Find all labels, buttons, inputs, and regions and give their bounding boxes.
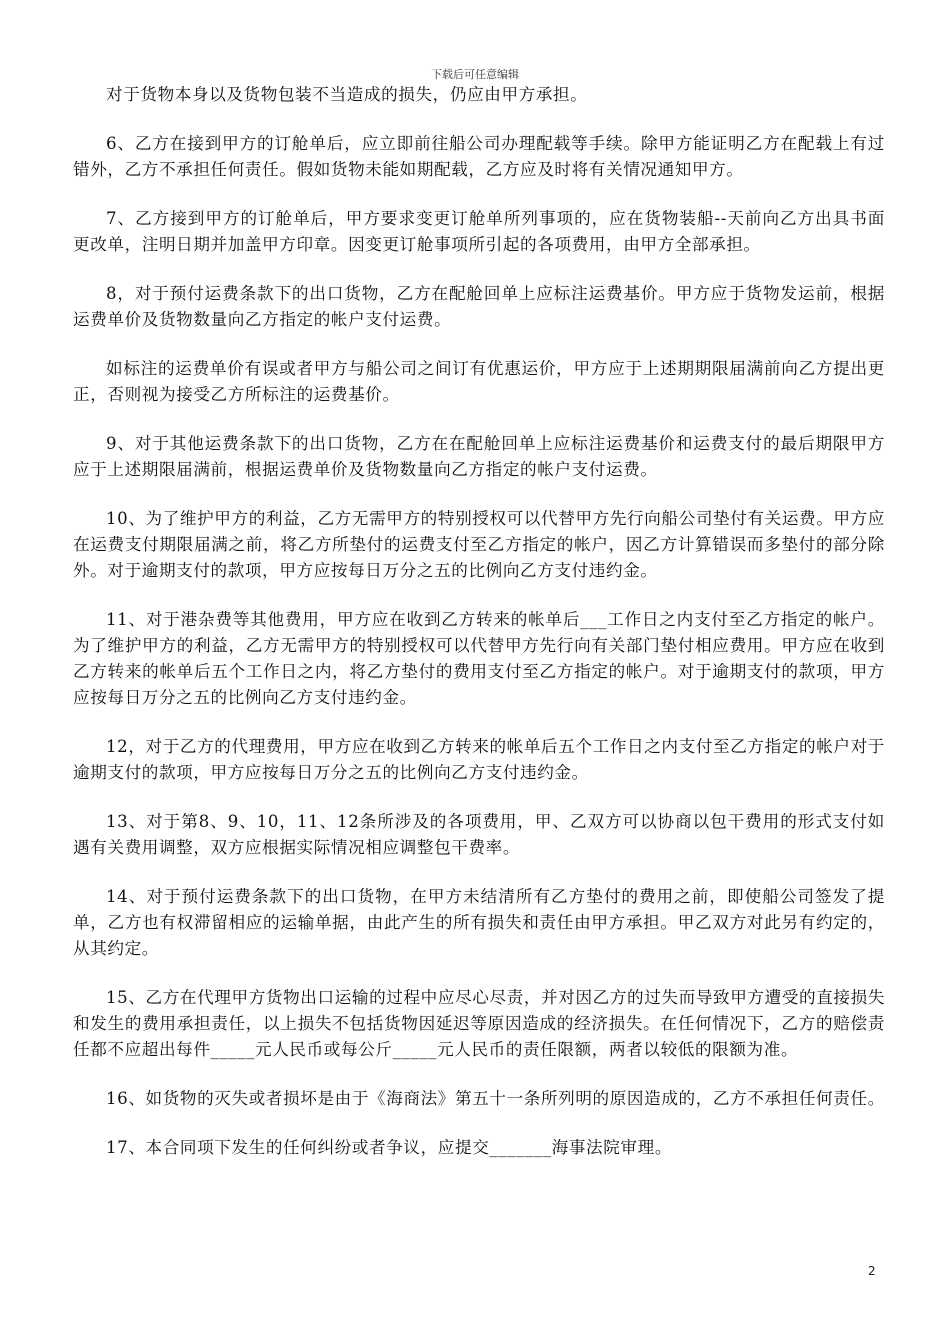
clause-12: 12，对于乙方的代理费用，甲方应在收到乙方转来的帐单后五个工作日之内支付至乙方指定的帐户对于逾期支付的款项，甲方应按每日万分之五的比例向乙方支付违约金。 — [73, 737, 885, 782]
clause-17: 17、本合同项下发生的任何纠纷或者争议，应提交_______海事法院审理。 — [106, 1138, 673, 1157]
clause-8: 8，对于预付运费条款下的出口货物，乙方在配舱回单上应标注运费基价。甲方应于货物发运前，根据运费单价及货物数量向乙方指定的帐户支付运费。 — [73, 284, 885, 329]
clause-7: 7、乙方接到甲方的订舱单后，甲方要求变更订舱单所列事项的，应在货物装船--天前向乙方出具书面更改单，注明日期并加盖甲方印章。因变更订舱事项所引起的各项费用，由甲方全部承担。 — [73, 209, 885, 254]
clause-10: 10、为了维护甲方的利益，乙方无需甲方的特别授权可以代替甲方先行向船公司垫付有关运费。甲方应在运费支付期限届满之前，将乙方所垫付的运费支付至乙方指定的帐户，因乙方计算错误而多垫付的部分除外。对于逾期支付的款项，甲方应按每日万分之五的比例向乙方支付违约金。 — [73, 509, 885, 580]
clause-11: 11、对于港杂费等其他费用，甲方应在收到乙方转来的帐单后___工作日之内支付至乙方指定的帐户。为了维护甲方的利益，乙方无需甲方的特别授权可以代替甲方先行向有关部门垫付相应费用。甲方应在收到乙方转来的帐单后五个工作日之内，将乙方垫付的费用支付至乙方指定的帐户。对于逾期支付的款项，甲方应按每日万分之五的比例向乙方支付违约金。 — [73, 610, 885, 707]
clause-9: 9、对于其他运费条款下的出口货物，乙方在在配舱回单上应标注运费基价和运费支付的最后期限甲方应于上述期限届满前，根据运费单价及货物数量向乙方指定的帐户支付运费。 — [73, 434, 885, 479]
clause-16: 16、如货物的灭失或者损坏是由于《海商法》第五十一条所列明的原因造成的，乙方不承担任何责任。 — [106, 1089, 885, 1108]
paragraph-continuation: 对于货物本身以及货物包装不当造成的损失，仍应由甲方承担。 — [106, 85, 588, 104]
clause-8-note: 如标注的运费单价有误或者甲方与船公司之间订有优惠运价，甲方应于上述期期限届满前向乙方提出更正，否则视为接受乙方所标注的运费基价。 — [73, 359, 885, 404]
document-body — [73, 82, 885, 1184]
page-header: 下载后可任意编辑 — [431, 68, 519, 81]
clause-15: 15、乙方在代理甲方货物出口运输的过程中应尽心尽责，并对因乙方的过失而导致甲方遭受的直接损失和发生的费用承担责任，以上损失不包括货物因延迟等原因造成的经济损失。在任何情况下，乙方的赔偿责任都不应超出每件_____元人民币或每公斤_____元人民币的责任限额，两者以较低的限额为准。 — [73, 988, 885, 1059]
page-number: 2 — [868, 1264, 876, 1278]
clause-14: 14、对于预付运费条款下的出口货物，在甲方未结清所有乙方垫付的费用之前，即使船公司签发了提单，乙方也有权滞留相应的运输单据，由此产生的所有损失和责任由甲方承担。甲乙双方对此另有约定的，从其约定。 — [73, 887, 885, 958]
clause-13: 13、对于第8、9、10，11、12条所涉及的各项费用，甲、乙双方可以协商以包干费用的形式支付如遇有关费用调整，双方应根据实际情况相应调整包干费率。 — [73, 812, 885, 857]
clause-6: 6、乙方在接到甲方的订舱单后，应立即前往船公司办理配载等手续。除甲方能证明乙方在配载上有过错外，乙方不承担任何责任。假如货物未能如期配载，乙方应及时将有关情况通知甲方。 — [73, 134, 885, 179]
